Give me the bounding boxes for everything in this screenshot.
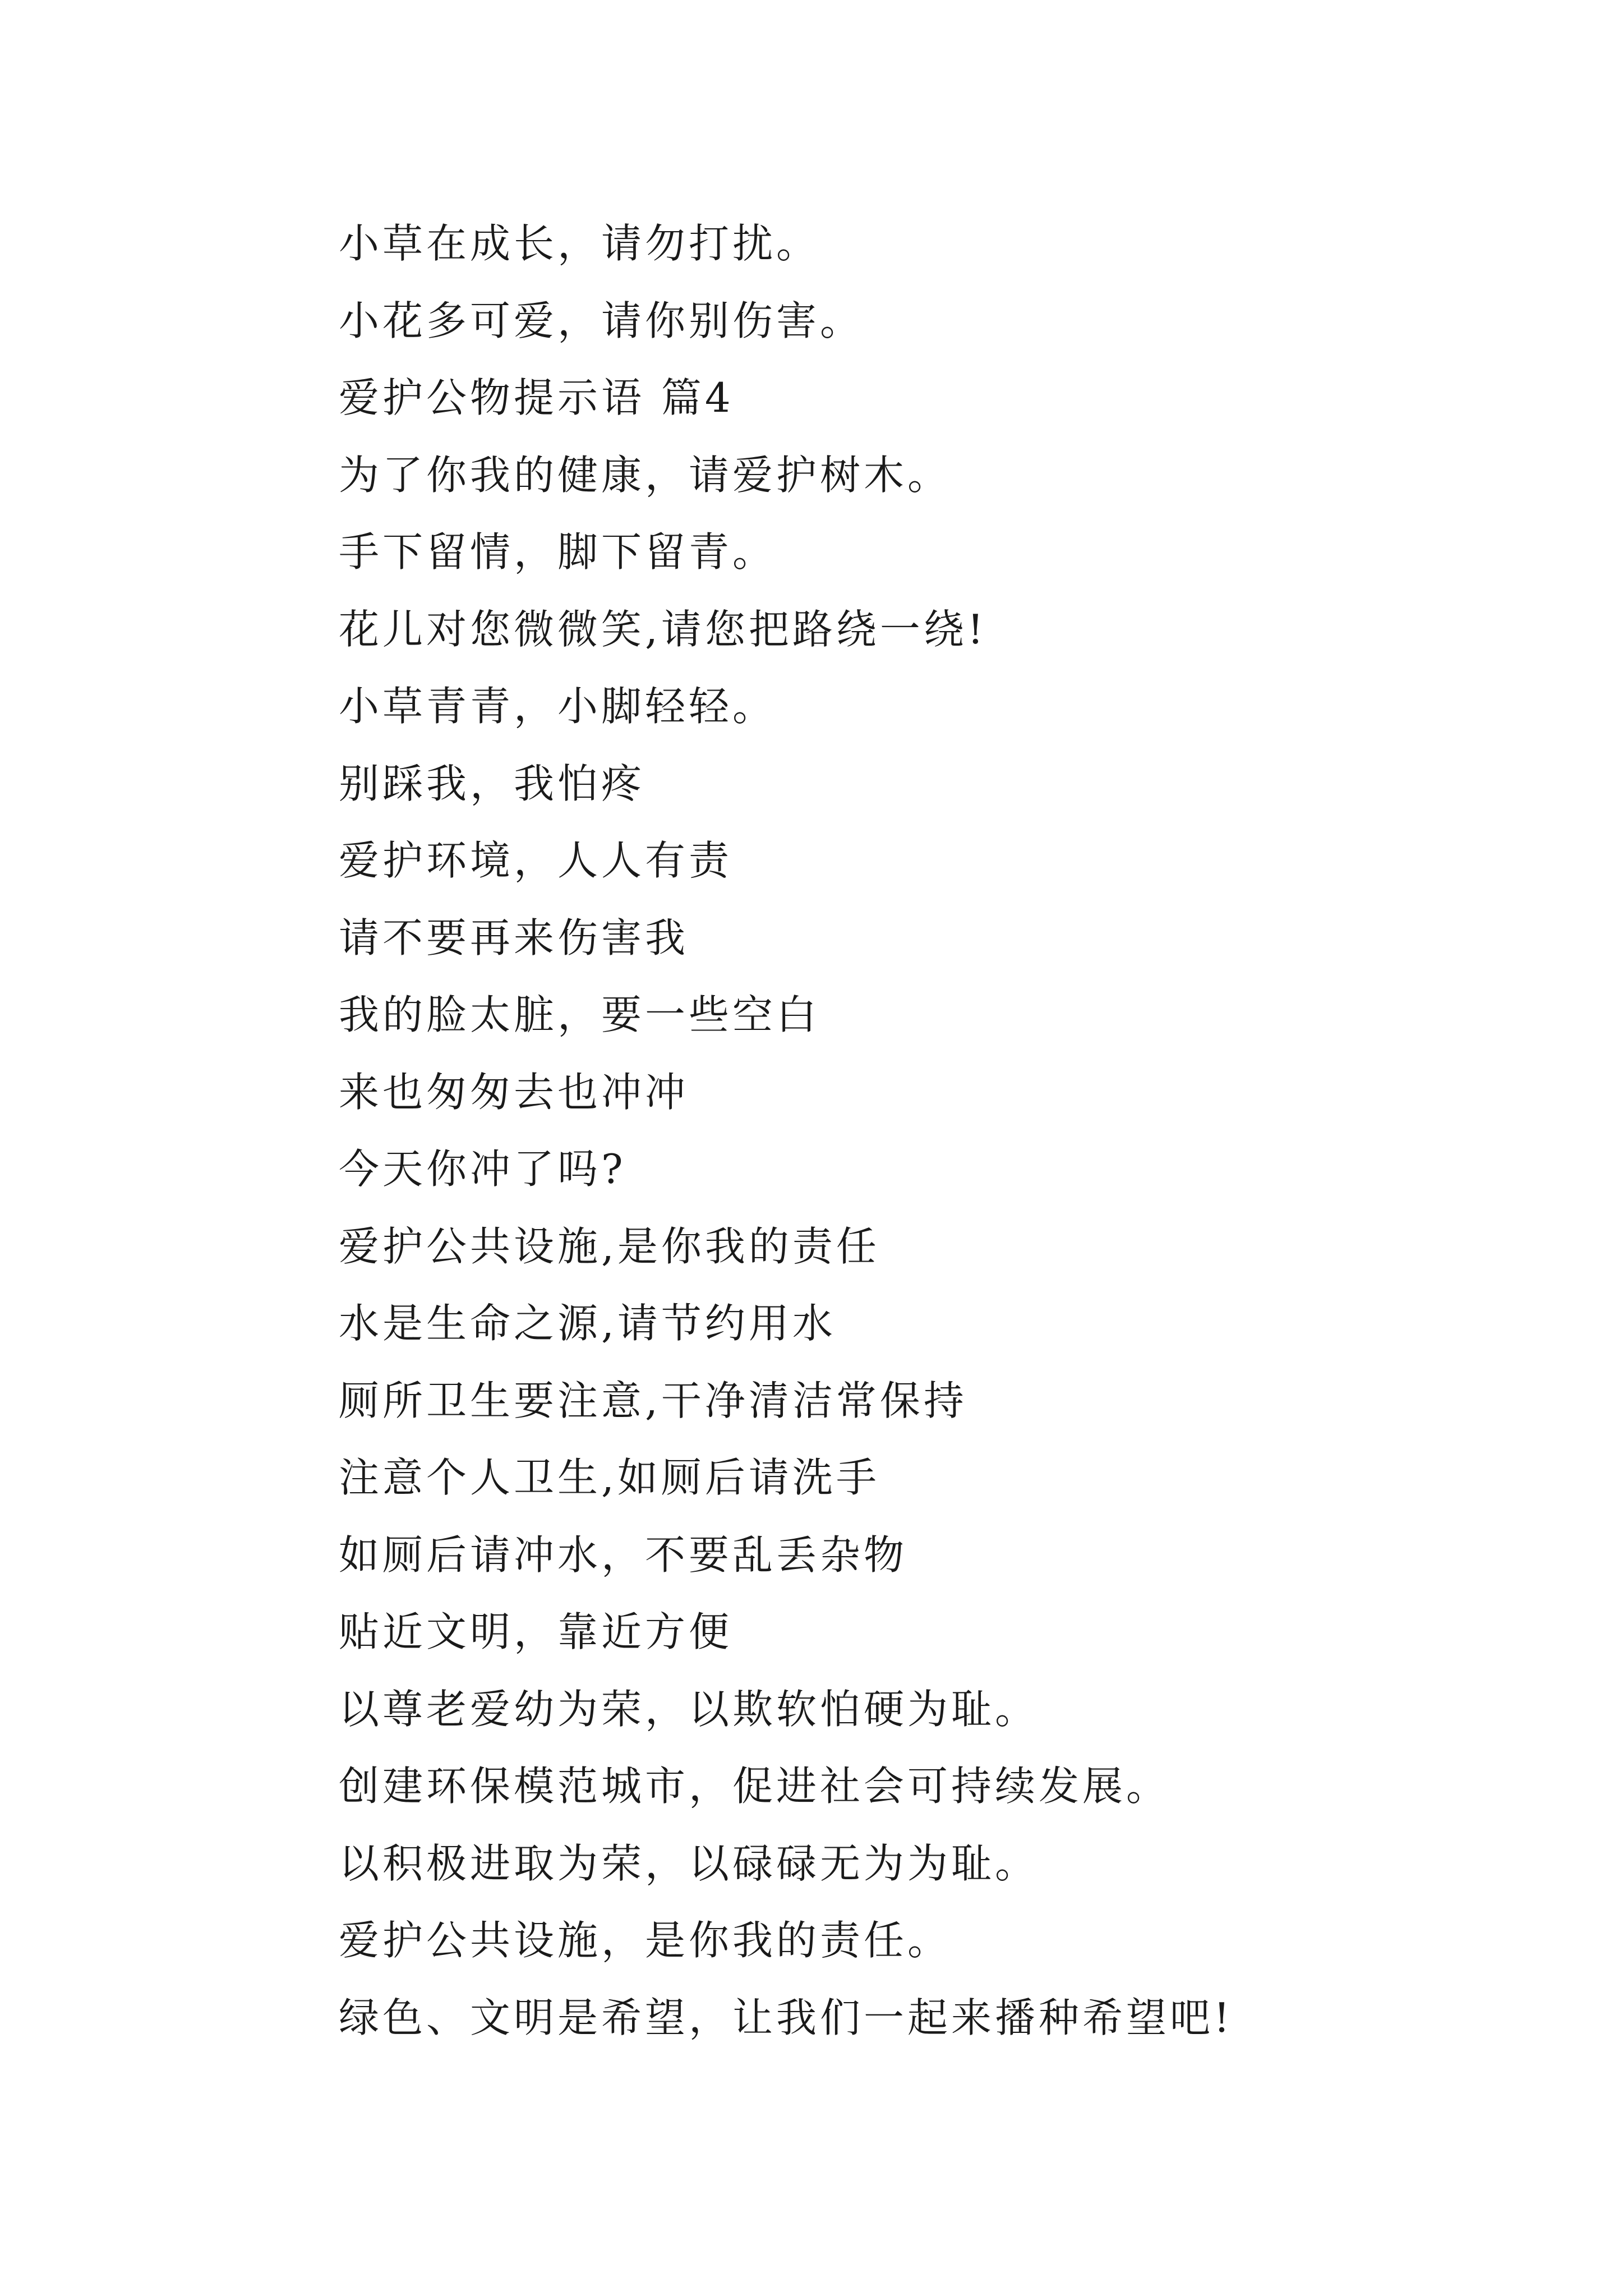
text-line: 爱护公共设施，是你我的责任。 <box>339 1917 952 1964</box>
text-line: 我的脸太脏，要一些空白 <box>339 991 820 1038</box>
text-line: 手下留情，脚下留青。 <box>339 528 777 576</box>
text-line: 如厕后请冲水，不要乱丢杂物 <box>339 1531 908 1579</box>
text-line: 别踩我，我怕疼 <box>339 760 645 807</box>
text-line: 来也匆匆去也冲冲 <box>339 1068 689 1116</box>
text-line: 绿色、文明是希望，让我们一起来播种希望吧! <box>339 1994 1233 2041</box>
section-heading: 爱护公物提示语 篇4 <box>339 374 734 421</box>
text-line: 以积极进取为荣，以碌碌无为为耻。 <box>339 1839 1039 1887</box>
text-line: 创建环保模范城市，促进社会可持续发展。 <box>339 1763 1170 1810</box>
text-line: 爱护环境，人人有责 <box>339 837 733 884</box>
text-line: 小草在成长，请勿打扰。 <box>339 220 820 267</box>
text-line: 小花多可爱，请你别伤害。 <box>339 297 864 344</box>
text-line: 以尊老爱幼为荣，以欺软怕硬为耻。 <box>339 1685 1039 1733</box>
text-line: 厕所卫生要注意,干净清洁常保持 <box>339 1377 967 1424</box>
text-line: 请不要再来伤害我 <box>339 914 689 961</box>
text-line: 今天你冲了吗? <box>339 1145 626 1193</box>
text-line: 水是生命之源,请节约用水 <box>339 1300 836 1347</box>
text-line: 贴近文明，靠近方便 <box>339 1608 733 1655</box>
text-line: 花儿对您微微笑,请您把路绕一绕! <box>339 605 987 653</box>
text-line: 小草青青，小脚轻轻。 <box>339 683 777 730</box>
text-line: 注意个人卫生,如厕后请洗手 <box>339 1454 880 1501</box>
text-line: 爱护公共设施,是你我的责任 <box>339 1222 880 1270</box>
text-line: 为了你我的健康，请爱护树木。 <box>339 451 952 499</box>
text-lines <box>339 205 1516 2056</box>
